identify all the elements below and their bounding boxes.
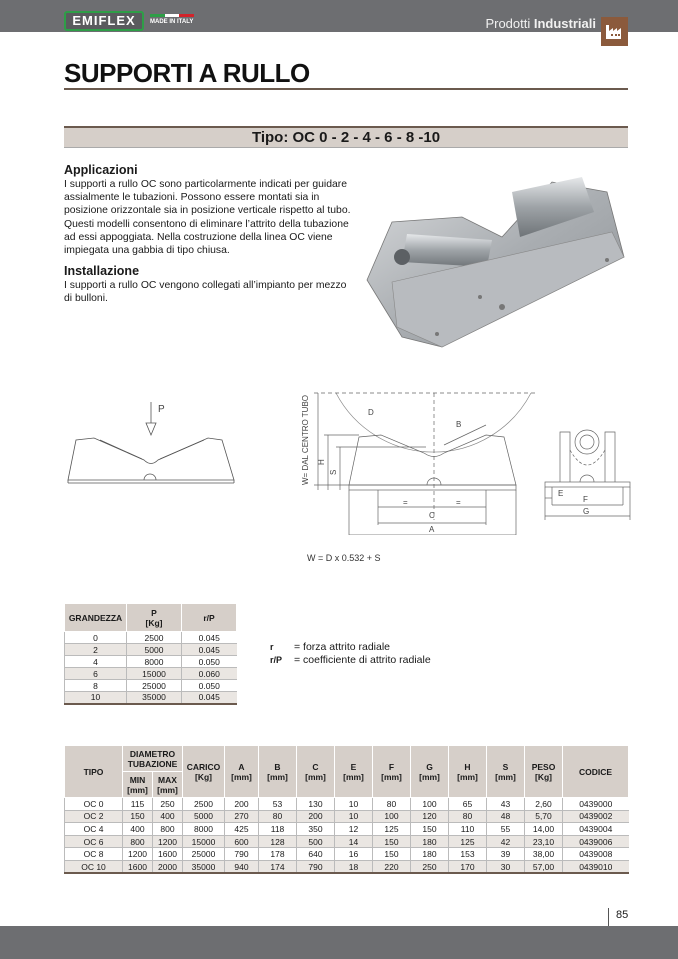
col-s: S [mm] (487, 746, 525, 798)
eq-right-label: = (456, 498, 461, 507)
table-row: OC 4 400 800 8000 425 118 350 12 125 150 110 55 14,00 0439004 (65, 823, 629, 836)
made-in-italy-badge (150, 14, 194, 25)
legend-r-symbol: r (270, 642, 274, 652)
applicazioni-text: I supporti a rullo OC sono particolarmente indicati per guidare assialmente le tubazioni. Possono essere montati sia in posizione orizzontale sia in posizione verticale rispetto al tubo. Questi modelli consentono di eliminare l’attrito della tubazione ad essi appoggiata. Nella costruzione della linea OC viene impiegata una gabbia di tipo chiusa. (64, 179, 351, 257)
f-dimension-label: F (583, 495, 588, 504)
load-label-p: P (158, 404, 165, 415)
w-dimension-label: W= DAL CENTRO TUBO (301, 394, 310, 485)
col-tipo: TIPO (65, 746, 123, 798)
footer-bar (0, 926, 678, 959)
e-dimension-label: E (558, 489, 564, 498)
front-view-drawing (64, 395, 274, 490)
section-label-light: Prodotti (485, 16, 531, 31)
c-dimension-label: C (429, 511, 435, 520)
section-label-bold: Industriali (533, 16, 596, 31)
col-h: H [mm] (449, 746, 487, 798)
s-dimension-label: S (329, 469, 338, 475)
installazione-heading: Installazione (64, 264, 140, 279)
col-b: B [mm] (259, 746, 297, 798)
col-grandezza: GRANDEZZA (65, 604, 127, 632)
table-row: 0 2500 0.045 (65, 632, 237, 644)
col-c: C [mm] (297, 746, 335, 798)
table-row: OC 10 1600 2000 35000 940 174 790 18 220 250 170 30 57,00 0439010 (65, 860, 629, 873)
col-max: MAX [mm] (153, 772, 183, 798)
section-label (485, 16, 596, 31)
col-diametro: DIAMETRO TUBAZIONE (123, 746, 183, 772)
g-dimension-label: G (583, 507, 590, 516)
friction-legend (270, 641, 431, 667)
table-row: 10 35000 0.045 (65, 692, 237, 704)
side-view-drawing (296, 385, 536, 535)
legend-r-text: = forza attrito radiale (294, 641, 391, 653)
page-number: 85 (608, 908, 628, 926)
col-e: E [mm] (335, 746, 373, 798)
end-view-drawing (540, 410, 635, 520)
col-codice: CODICE (563, 746, 629, 798)
emiflex-logo: EMIFLEX (64, 11, 144, 31)
table-row: OC 8 1200 1600 25000 790 178 640 16 150 180 153 39 38,00 0439008 (65, 848, 629, 861)
friction-table (64, 603, 237, 705)
table-row: 8 25000 0.050 (65, 680, 237, 692)
table-row: OC 6 800 1200 15000 600 128 500 14 150 180 125 42 23,10 0439006 (65, 835, 629, 848)
legend-rp-text: = coefficiente di attrito radiale (294, 654, 431, 666)
table-row: OC 0 115 250 2500 200 53 130 10 80 100 65 43 2,60 0439000 (65, 798, 629, 811)
table-row: 4 8000 0.050 (65, 656, 237, 668)
legend-rp-symbol: r/P (270, 655, 283, 665)
made-in-italy-text: MADE IN ITALY (150, 19, 194, 25)
d-dimension-label: D (368, 408, 374, 417)
col-p: P [Kg] (127, 604, 182, 632)
title-rule (64, 88, 628, 90)
table-row: 2 5000 0.045 (65, 644, 237, 656)
col-peso: PESO [Kg] (525, 746, 563, 798)
page-title: SUPPORTI A RULLO (64, 58, 310, 88)
italian-flag-icon (150, 14, 194, 17)
spec-table (64, 745, 629, 874)
applicazioni-heading: Applicazioni (64, 163, 138, 177)
a-dimension-label: A (429, 525, 435, 534)
installazione-text: I supporti a rullo OC vengono collegati all’impianto per mezzo di bulloni. (64, 280, 347, 305)
tipo-banner: Tipo: OC 0 - 2 - 4 - 6 - 8 -10 (64, 126, 628, 148)
product-photo (362, 162, 630, 357)
w-formula: W = D x 0.532 + S (307, 553, 381, 563)
factory-icon (601, 17, 628, 46)
col-carico: CARICO [Kg] (183, 746, 225, 798)
col-f: F [mm] (373, 746, 411, 798)
description-block (64, 163, 352, 313)
b-dimension-label: B (456, 420, 462, 429)
table-row: 6 15000 0.060 (65, 668, 237, 680)
h-dimension-label: H (317, 459, 326, 465)
col-rp: r/P (182, 604, 237, 632)
table-row: OC 2 150 400 5000 270 80 200 10 100 120 80 48 5,70 0439002 (65, 810, 629, 823)
col-a: A [mm] (225, 746, 259, 798)
eq-left-label: = (403, 498, 408, 507)
col-g: G [mm] (411, 746, 449, 798)
col-min: MIN [mm] (123, 772, 153, 798)
